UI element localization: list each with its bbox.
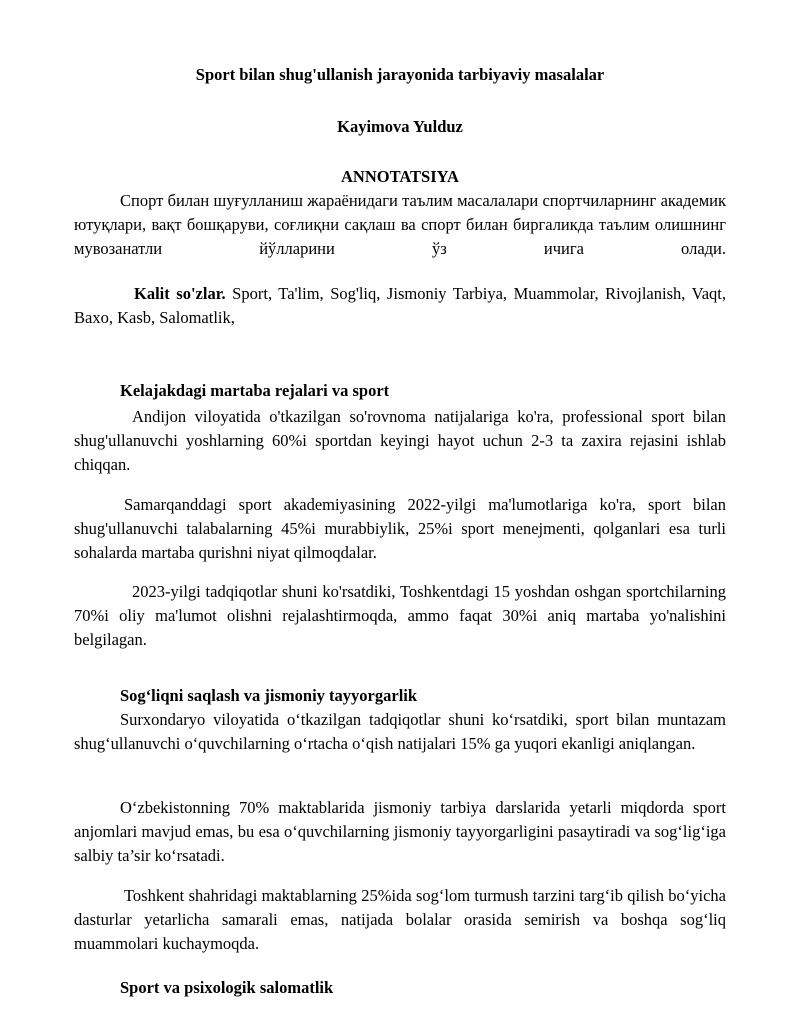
keywords-label: Kalit so'zlar. [134, 284, 226, 303]
author-name: Kayimova Yulduz [337, 117, 463, 136]
keywords-paragraph [74, 282, 726, 330]
paragraph-career-1: Andijon viloyatida o'tkazilgan so'rovnoma natijalariga ko'ra, professional sport bilan shug'ullanuvchi yoshlarning 60%i sportdan keyingi hayot uchun 2-3 ta zaxira rejasini ishlab chiqqan. [74, 407, 726, 474]
section-heading-health: Sog‘liqni saqlash va jismoniy tayyorgarlik [120, 686, 418, 705]
annotation-heading: ANNOTATSIYA [341, 167, 459, 186]
paragraph-health-3: Toshkent shahridagi maktablarning 25%ida sog‘lom turmush tarzini targ‘ib qilish bo‘yicha dasturlar yetarlicha samarali emas, natijada bolalar orasida semirish va boshqa sog‘liq muammolari kuchaymoqda. [74, 886, 726, 953]
document-title: Sport bilan shug'ullanish jarayonida tarbiyaviy masalalar [195, 65, 605, 84]
section-heading-psychology: Sport va psixologik salomatlik [120, 978, 334, 997]
paragraph-health-1: Surxondaryo viloyatida o‘tkazilgan tadqiqotlar shuni ko‘rsatdiki, sport bilan muntazam shug‘ullanuvchi o‘quvchilarning o‘rtacha o‘qish natijalari 15% ga yuqori ekanligi aniqlangan. [74, 710, 726, 753]
paragraph-career-3: 2023-yilgi tadqiqotlar shuni ko'rsatdiki, Toshkentdagi 15 yoshdan oshgan sportchilarning 70%i oliy ma'lumot olishni rejalashtirmoqda, ammo faqat 30%i aniq martaba yo'nalishini belgilagan. [74, 582, 726, 649]
keywords-list: Sport, Ta'lim, Sog'liq, Jismoniy Tarbiya, Muammolar, Rivojlanish, Vaqt, Baxo, Kasb, Salomatlik, [74, 284, 726, 327]
annotation-paragraph: Спорт билан шуғулланиш жараёнидаги таълим масалалари спортчиларнинг академик ютуқлари, вақт бошқаруви, соғлиқни сақлаш ва спорт билан биргаликда таълим олишнинг мувозанатли йўлларини ўз ичига олади. [74, 191, 726, 258]
section-heading-career: Kelajakdagi martaba rejalari va sport [120, 381, 390, 400]
paragraph-health-2: O‘zbekistonning 70% maktablarida jismoniy tarbiya darslarida yetarli miqdorda sport anjomlari mavjud emas, bu esa o‘quvchilarning jismoniy tayyorgarligini pasaytiradi va sog‘lig‘iga salbiy ta’sir ko‘rsatadi. [74, 798, 726, 865]
paragraph-career-2: Samarqanddagi sport akademiyasining 2022-yilgi ma'lumotlariga ko'ra, sport bilan shug'ullanuvchi talabalarning 45%i murabbiylik, 25%i sport menejmenti, qolganlari esa turli sohalarda martaba qurishni niyat qilmoqdalar. [74, 495, 726, 562]
